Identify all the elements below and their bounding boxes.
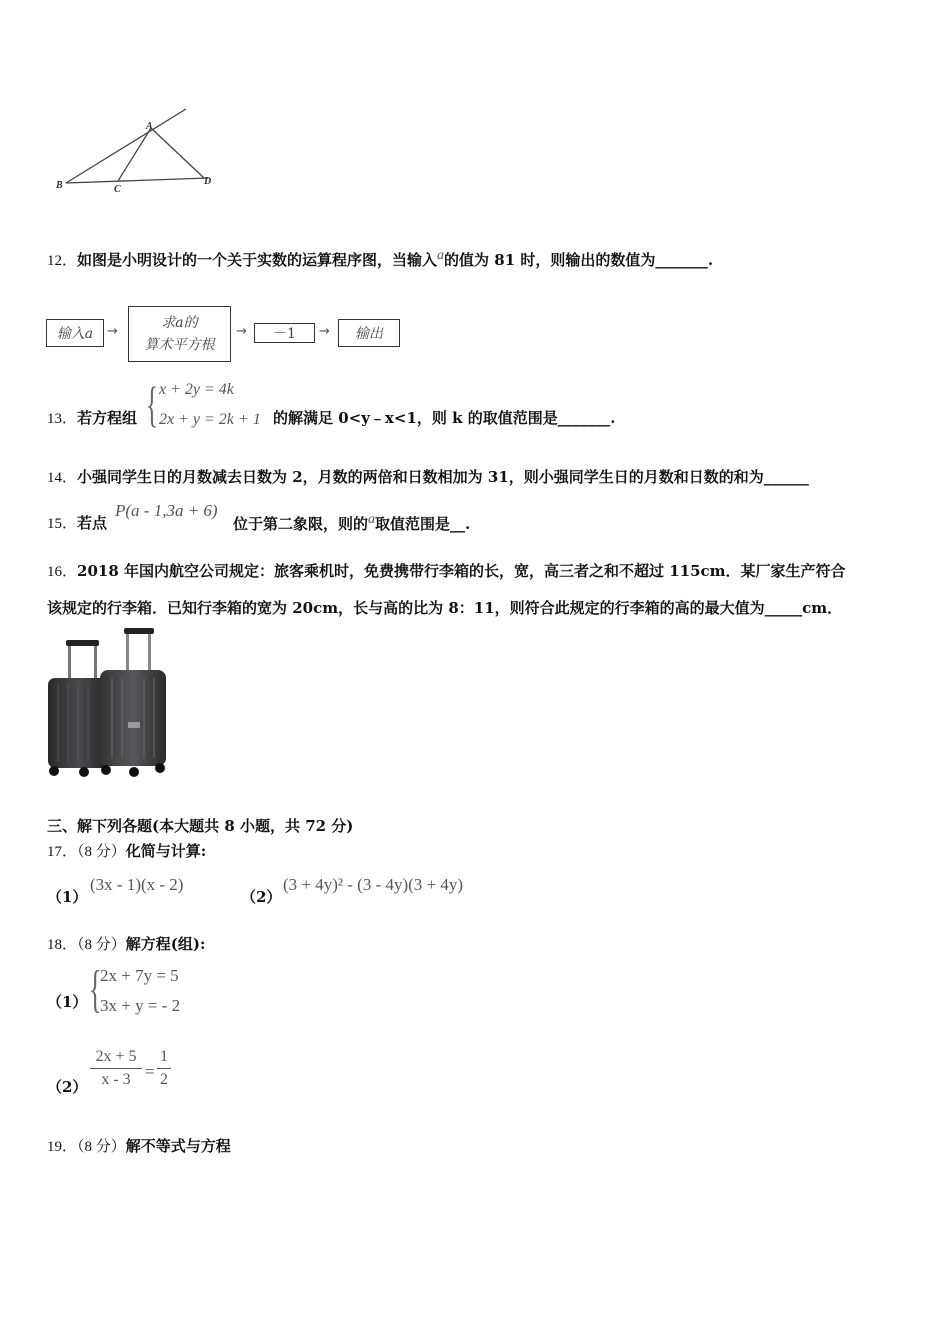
question-16-line2: 该规定的行李箱．已知行李箱的宽为 20cm，长与高的比为 8：11，则符合此规定的行李箱的高的最大值为_____cm． [47, 599, 843, 617]
question-15-tail: 位于第二象限，则的$^a$取值范围是__. [233, 512, 471, 533]
system-eq2: 2x + y = 2k + 1 [159, 411, 261, 428]
question-number: 13． [47, 411, 78, 427]
label-b: B [56, 180, 63, 191]
arrow-icon: → [107, 324, 118, 339]
system-eq2: 3x + y = - 2 [100, 996, 181, 1015]
section-title: 三、解下列各题(本大题共 8 小题，共 72 分) [47, 817, 354, 835]
part-label: （2） [241, 888, 282, 906]
question-number: 14． [47, 470, 78, 486]
part-label: （1） [47, 888, 88, 906]
question-14: 14．小强同学生日的月数减去日数为 2，月数的两倍和日数相加为 31，则小强同学生日的月数和日数的和为______ [47, 468, 809, 486]
part-label: （2） [47, 1078, 88, 1096]
luggage-image [44, 626, 170, 778]
label-d: D [204, 176, 212, 187]
question-number: 18． [47, 937, 78, 953]
question-16-line1: 16．2018 年国内航空公司规定：旅客乘机时，免费携带行李箱的长，宽，高三者之和不超过 115cm．某厂家生产符合 [47, 562, 846, 580]
question-19: 19．（8 分）解不等式与方程 [47, 1137, 231, 1155]
arrow-icon: → [319, 324, 330, 339]
question-number: 15． [47, 516, 78, 532]
flow-input-box: 输入a [46, 319, 104, 347]
point-expression: P(a - 1,3a + 6) [115, 501, 218, 520]
system-eq1: 2x + 7y = 5 [100, 966, 179, 985]
triangle-figure [50, 100, 220, 200]
part-label: （1） [47, 993, 88, 1011]
equals-sign: = [145, 1062, 155, 1081]
arrow-icon: → [236, 324, 247, 339]
fraction-rhs: 1 2 [157, 1048, 171, 1089]
question-18: 18．（8 分）解方程(组): [47, 935, 206, 953]
question-13-condition: 的解满足 0<y﹣x<1，则 k 的取值范围是_______. [273, 409, 616, 427]
label-a: A [146, 121, 153, 132]
expression-1: (3x - 1)(x - 2) [90, 875, 184, 894]
label-c: C [114, 184, 121, 195]
question-13: 13．若方程组 [47, 409, 138, 427]
flow-sqrt-box: 求a的 算术平方根 [128, 306, 231, 362]
question-number: 16． [47, 564, 78, 580]
flow-output-box: 输出 [338, 319, 400, 347]
expression-2: (3 + 4y)² - (3 - 4y)(3 + 4y) [283, 875, 464, 894]
flow-minus-box: －1 [254, 323, 315, 343]
question-17: 17．（8 分）化简与计算: [47, 842, 207, 860]
question-15: 15．若点 [47, 514, 108, 532]
question-number: 12． [47, 253, 78, 269]
system-brace: { [146, 376, 158, 432]
system-eq1: x + 2y = 4k [159, 381, 234, 398]
question-number: 17． [47, 844, 78, 860]
question-number: 19． [47, 1139, 78, 1155]
system-brace: { [89, 961, 102, 1018]
question-12: 12．如图是小明设计的一个关于实数的运算程序图，当输入$^a$的值为 81 时，则输出的数值为_______. [47, 248, 714, 269]
fraction-lhs: 2x + 5 x - 3 [90, 1048, 142, 1089]
